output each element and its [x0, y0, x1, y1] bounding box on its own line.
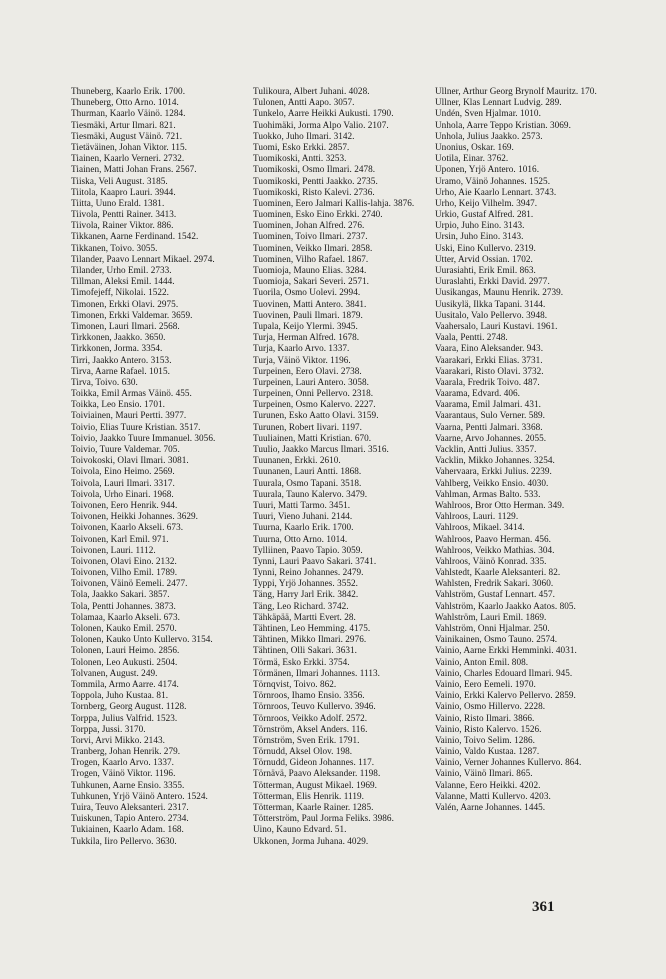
index-entry: Timonen, Lauri Ilmari. 2568.	[71, 320, 180, 331]
index-entry: Tuira, Teuvo Aleksanteri. 2317.	[71, 802, 189, 812]
index-entry: Tylliinen, Paavo Tapio. 3059.	[253, 544, 363, 555]
index-entry: Tornberg, Georg August. 1128.	[71, 701, 187, 712]
index-entry: Toivonen, Karl Emil. 971.	[71, 533, 169, 544]
index-entry: Valanne, Matti Kullervo. 4203.	[435, 790, 551, 801]
index-entry: Tolvanen, August. 249.	[71, 667, 158, 678]
index-entry: Täng, Leo Richard. 3742.	[253, 600, 349, 611]
index-entry: Toivio, Elias Tuure Kristian. 3517.	[71, 421, 201, 432]
index-entry: Timofejeff, Nikolai. 1522.	[71, 287, 170, 298]
index-entry: Vahlström, Onni Hjalmar. 250.	[435, 623, 550, 633]
index-entry: Vaara, Eino Aleksander. 943.	[435, 343, 544, 354]
index-entry: Toivola, Urho Einari. 1968.	[71, 488, 174, 499]
index-entry: Unhola, Julius Jaakko. 2573.	[435, 130, 543, 141]
index-entry: Valanne, Eero Heikki. 4202.	[435, 779, 541, 790]
index-entry: Tähtinen, Mikko Ilmari. 2976.	[253, 634, 367, 645]
index-entry: Toivokoski, Olavi Ilmari. 3081.	[71, 455, 189, 466]
index-entry: Tuuri, Vieno Juhani. 2144.	[253, 511, 353, 522]
index-entry: Ullner, Arthur Georg Brynolf Mauritz. 170.	[435, 86, 597, 96]
index-entry: Törnroos, Veikko Adolf. 2572.	[253, 712, 368, 723]
index-entry: Thuneberg, Kaarlo Erik. 1700.	[71, 86, 186, 96]
index-entry: Tuokko, Juho Ilmari. 3142.	[253, 130, 355, 141]
index-entry: Tiainen, Kaarlo Verneri. 2732.	[71, 153, 185, 164]
index-entry: Tulonen, Antti Aapo. 3057.	[253, 97, 355, 108]
index-entry: Tuovinen, Matti Antero. 3841.	[253, 298, 367, 309]
index-entry: Tuurala, Tauno Kalervo. 3479.	[253, 488, 368, 499]
index-entry: Tolonen, Lauri Heimo. 2856.	[71, 645, 180, 656]
index-entry: Urho, Keijo Vilhelm. 3947.	[435, 197, 538, 208]
index-entry: Torvi, Arvi Mikko. 2143.	[71, 734, 165, 745]
index-entry: Vahlberg, Veikko Ensio. 4030.	[435, 477, 549, 488]
index-entry: Tuomioja, Mauno Elias. 3284.	[253, 265, 367, 275]
index-entry: Vahlroos, Mikael. 3414.	[435, 522, 525, 533]
page-number: 361	[532, 899, 555, 915]
index-entry: Vaarna, Pentti Jalmari. 3368.	[435, 421, 543, 432]
index-entry: Tukiainen, Kaarlo Adam. 168.	[71, 824, 184, 835]
index-entry: Tirri, Jaakko Antero. 3153.	[71, 354, 172, 365]
index-entry: Toivonen, Kaarlo Akseli. 673.	[71, 522, 184, 533]
index-column-middle	[253, 86, 429, 847]
index-entry: Trogen, Väinö Viktor. 1196.	[71, 768, 176, 779]
index-entry: Vaarakari, Risto Olavi. 3732.	[435, 365, 544, 376]
index-entry: Tolonen, Kauko Emil. 2570.	[71, 623, 177, 633]
index-entry: Tiivola, Rainer Viktor. 886.	[71, 220, 174, 231]
index-entry: Törmä, Esko Erkki. 3754.	[253, 656, 350, 667]
index-entry: Uski, Eino Kullervo. 2319.	[435, 242, 536, 253]
index-entry: Tolamaa, Kaarlo Akseli. 673.	[71, 611, 180, 622]
index-entry: Valén, Aarne Johannes. 1445.	[435, 802, 546, 812]
index-entry: Vahlstedt, Kaarle Aleksanteri. 82.	[435, 567, 561, 578]
index-entry: Tuohimäki, Jorma Alpo Valio. 2107.	[253, 119, 389, 130]
index-entry: Thurman, Kaarlo Väinö. 1284.	[71, 108, 186, 119]
index-entry: Undén, Sven Hjalmar. 1010.	[435, 108, 541, 119]
index-entry: Uusikangas, Maunu Henrik. 2739.	[435, 287, 564, 298]
index-entry: Tiesmäki, Artur Ilmari. 821.	[71, 119, 176, 130]
index-entry: Tupala, Keijo Ylermi. 3945.	[253, 320, 358, 331]
index-entry: Törmänen, Ilmari Johannes. 1113.	[253, 667, 380, 678]
index-entry: Uotila, Einar. 3762.	[435, 153, 509, 164]
index-entry: Unhola, Aarre Teppo Kristian. 3069.	[435, 119, 571, 130]
index-entry: Tuominen, Esko Eino Erkki. 2740.	[253, 209, 383, 220]
index-entry: Turpeinen, Eero Olavi. 2738.	[253, 365, 362, 376]
index-entry: Tuorila, Osmo Uolevi. 2994.	[253, 287, 361, 298]
index-entry: Vaarakari, Erkki Elias. 3731.	[435, 354, 543, 365]
index-entry: Tuiskunen, Tapio Antero. 2734.	[71, 813, 189, 824]
index-entry: Uurasiahti, Erik Emil. 863.	[435, 265, 536, 275]
index-entry: Torppa, Jussi. 3170.	[71, 723, 146, 734]
index-entry: Tuuliainen, Matti Kristian. 670.	[253, 432, 372, 443]
index-entry: Tirkkonen, Jorma. 3354.	[71, 343, 163, 354]
index-entry: Toivonen, Vilho Emil. 1789.	[71, 567, 178, 578]
index-entry: Uponen, Yrjö Antero. 1016.	[435, 164, 540, 175]
index-entry: Tommila, Armo Aarre. 4174.	[71, 678, 179, 689]
index-entry: Tuurna, Otto Arno. 1014.	[253, 533, 348, 544]
index-entry: Tilander, Paavo Lennart Mikael. 2974.	[71, 253, 215, 264]
index-entry: Tuomioja, Sakari Severi. 2571.	[253, 276, 369, 287]
index-entry: Tiainen, Matti Johan Frans. 2567.	[71, 164, 197, 175]
index-entry: Vainio, Valdo Kustaa. 1287.	[435, 746, 540, 757]
index-entry: Vainio, Anton Emil. 808.	[435, 656, 529, 667]
index-entry: Vainio, Erkki Kalervo Pellervo. 2859.	[435, 690, 576, 701]
index-entry: Tikkanen, Aarne Ferdinand. 1542.	[71, 231, 199, 242]
index-entry: Tuuri, Matti Tarmo. 3451.	[253, 499, 351, 510]
index-columns	[71, 86, 611, 847]
index-entry: Wahlsten, Fredrik Sakari. 3060.	[435, 578, 554, 589]
index-entry: Turja, Väinö Viktor. 1196.	[253, 354, 351, 365]
index-entry: Wahlroos, Veikko Mathias. 304.	[435, 544, 555, 555]
index-entry: Vaahersalo, Lauri Kustavi. 1961.	[435, 320, 558, 331]
index-entry: Unonius, Oskar. 169.	[435, 141, 514, 152]
index-entry: Turpeinen, Osmo Kalervo. 2227.	[253, 399, 376, 410]
index-entry: Tietäväinen, Johan Viktor. 115.	[71, 141, 188, 152]
index-entry: Turunen, Robert Iivari. 1197.	[253, 421, 362, 432]
index-entry: Vainio, Charles Edouard Ilmari. 945.	[435, 667, 573, 678]
index-entry: Tuunanen, Erkki. 2610.	[253, 455, 341, 466]
index-entry: Uuraslahti, Erkki David. 2977.	[435, 276, 550, 287]
index-entry: Vacklin, Mikko Johannes. 3254.	[435, 455, 555, 466]
index-entry: Toiviainen, Mauri Pertti. 3977.	[71, 410, 187, 421]
index-entry: Wahlström, Lauri Emil. 1869.	[435, 611, 547, 622]
index-entry: Tynni, Reino Johannes. 2479.	[253, 567, 364, 578]
index-entry: Timonen, Erkki Valdemar. 3659.	[71, 309, 193, 320]
index-column-left	[71, 86, 247, 847]
index-entry: Tuhkunen, Aarne Ensio. 3355.	[71, 779, 185, 790]
index-entry: Toivio, Tuure Valdemar. 705.	[71, 444, 180, 454]
index-entry: Uino, Kauno Edvard. 51.	[253, 824, 347, 835]
index-entry: Toivonen, Olavi Eino. 2132.	[71, 555, 177, 566]
index-entry: Tiitola, Kaapro Lauri. 3944.	[71, 186, 176, 197]
index-entry: Tuurna, Kaarlo Erik. 1700.	[253, 522, 354, 533]
index-entry: Täng, Harry Jarl Erik. 3842.	[253, 589, 359, 600]
index-entry: Tuovinen, Pauli Ilmari. 1879.	[253, 309, 363, 320]
index-entry: Vaarne, Arvo Johannes. 2055.	[435, 432, 547, 443]
index-entry: Typpi, Yrjö Johannes. 3552.	[253, 578, 358, 589]
index-entry: Vaarama, Edvard. 406.	[435, 388, 520, 399]
index-entry: Tuomikoski, Osmo Ilmari. 2478.	[253, 164, 376, 175]
index-entry: Vaarama, Emil Jalmari. 431.	[435, 399, 541, 410]
index-entry: Törnqvist, Toivo. 862.	[253, 678, 337, 689]
index-entry: Vahlström, Kaarlo Jaakko Aatos. 805.	[435, 600, 576, 611]
index-entry: Wahlroos, Bror Otto Herman. 349.	[435, 499, 565, 510]
index-entry: Tötterman, August Mikael. 1969.	[253, 779, 378, 790]
index-entry: Tiivola, Pentti Rainer. 3413.	[71, 209, 177, 220]
index-entry: Toikka, Emil Armas Väinö. 455.	[71, 388, 192, 399]
index-entry: Turpeinen, Lauri Antero. 3058.	[253, 376, 369, 387]
index-entry: Toikka, Leo Ensio. 1701.	[71, 399, 165, 410]
index-entry: Törnudd, Gideon Johannes. 117.	[253, 757, 375, 768]
index-entry: Tirva, Aarne Rafael. 1015.	[71, 365, 170, 376]
index-entry: Toivonen, Heikki Johannes. 3629.	[71, 511, 199, 522]
index-entry: Vainio, Risto Kalervo. 1526.	[435, 723, 542, 734]
index-entry: Utter, Arvid Ossian. 1702.	[435, 253, 533, 264]
index-entry: Tötterman, Elis Henrik. 1119.	[253, 790, 364, 801]
index-entry: Tuominen, Toivo Ilmari. 2737.	[253, 231, 368, 242]
index-entry: Tilander, Urho Emil. 2733.	[71, 265, 172, 275]
index-entry: Törnroos, Ihamo Ensio. 3356.	[253, 690, 365, 701]
index-entry: Tuunanen, Lauri Antti. 1868.	[253, 466, 362, 477]
index-entry: Vainio, Väinö Ilmari. 865.	[435, 768, 533, 779]
index-entry: Urkio, Gustaf Alfred. 281.	[435, 209, 534, 220]
index-entry: Toppola, Juho Kustaa. 81.	[71, 690, 169, 701]
index-entry: Urpio, Juho Eino. 3143.	[435, 220, 525, 231]
index-entry: Vainikainen, Osmo Tauno. 2574.	[435, 634, 558, 645]
index-entry: Vainio, Aarne Erkki Hemminki. 4031.	[435, 645, 577, 656]
index-entry: Tuomi, Esko Erkki. 2857.	[253, 141, 350, 152]
index-entry: Trogen, Kaarlo Arvo. 1337.	[71, 757, 175, 768]
index-entry: Toivola, Eino Heimo. 2569.	[71, 466, 175, 477]
index-entry: Tiiska, Veli August. 3185.	[71, 175, 168, 186]
index-entry: Tuominen, Johan Alfred. 276.	[253, 220, 365, 231]
index-entry: Timonen, Erkki Olavi. 2975.	[71, 298, 179, 309]
index-entry: Turunen, Esko Aatto Olavi. 3159.	[253, 410, 379, 421]
index-entry: Uusitalo, Valo Pellervo. 3948.	[435, 309, 548, 320]
index-entry: Tuomikoski, Antti. 3253.	[253, 153, 347, 164]
index-entry: Toivonen, Lauri. 1112.	[71, 544, 156, 555]
index-entry: Tikkanen, Toivo. 3055.	[71, 242, 158, 253]
index-column-right	[435, 86, 611, 847]
index-entry: Tuulio, Jaakko Marcus Ilmari. 3516.	[253, 444, 389, 454]
index-entry: Tähkäpää, Martti Evert. 28.	[253, 611, 356, 622]
index-entry: Turpeinen, Onni Pellervo. 2318.	[253, 388, 374, 399]
index-entry: Tuomikoski, Risto Kalevi. 2736.	[253, 186, 375, 197]
index-entry: Tirva, Toivo. 630.	[71, 376, 138, 387]
index-entry: Vaala, Pentti. 2748.	[435, 332, 508, 343]
index-entry: Vahlroos, Väinö Konrad. 335.	[435, 555, 547, 566]
index-entry: Toivonen, Väinö Eemeli. 2477.	[71, 578, 188, 589]
index-entry: Tiitta, Uuno Erald. 1381.	[71, 197, 165, 208]
index-entry: Vahlroos, Lauri. 1129.	[435, 511, 519, 522]
index-entry: Vahervaara, Erkki Julius. 2239.	[435, 466, 552, 477]
index-entry: Wahlroos, Paavo Herman. 456.	[435, 533, 551, 544]
index-entry: Törnström, Sven Erik. 1791.	[253, 734, 360, 745]
index-entry: Vaarantaus, Sulo Verner. 589.	[435, 410, 545, 421]
index-entry: Vainio, Osmo Hillervo. 2228.	[435, 701, 546, 712]
index-entry: Tähtinen, Olli Sakari. 3631.	[253, 645, 357, 656]
index-entry: Törnudd, Aksel Olov. 198.	[253, 746, 353, 757]
index-entry: Tynni, Lauri Paavo Sakari. 3741.	[253, 555, 377, 566]
index-entry: Tola, Pentti Johannes. 3873.	[71, 600, 176, 611]
index-entry: Vainio, Toivo Selim. 1286.	[435, 734, 536, 745]
index-entry: Ukkonen, Jorma Juhana. 4029.	[253, 835, 369, 846]
index-entry: Törnroos, Teuvo Kullervo. 3946.	[253, 701, 376, 712]
index-entry: Tukkila, Iiro Pellervo. 3630.	[71, 835, 177, 846]
index-entry: Tötterström, Paul Jorma Feliks. 3986.	[253, 813, 394, 824]
index-entry: Tunkelo, Aarre Heikki Aukusti. 1790.	[253, 108, 394, 119]
index-entry: Vainio, Risto Ilmari. 3866.	[435, 712, 535, 723]
index-entry: Tuominen, Veikko Ilmari. 2858.	[253, 242, 373, 253]
index-entry: Uusikylä, Ilkka Tapani. 3144.	[435, 298, 546, 309]
index-entry: Ursin, Juho Eino. 3143.	[435, 231, 524, 242]
index-entry: Turja, Herman Alfred. 1678.	[253, 332, 360, 343]
index-entry: Vahlman, Armas Balto. 533.	[435, 488, 541, 499]
index-entry: Tuomikoski, Pentti Jaakko. 2735.	[253, 175, 378, 186]
index-entry: Vahlström, Gustaf Lennart. 457.	[435, 589, 555, 600]
index-entry: Tuhkunen, Yrjö Väinö Antero. 1524.	[71, 790, 208, 801]
index-entry: Vacklin, Antti Julius. 3357.	[435, 444, 537, 454]
index-entry: Urho, Aie Kaarlo Lennart. 3743.	[435, 186, 557, 197]
index-entry: Tötterman, Kaarle Rainer. 1285.	[253, 802, 374, 812]
index-entry: Torppa, Julius Valfrid. 1523.	[71, 712, 178, 723]
index-entry: Ullner, Klas Lennart Ludvig. 289.	[435, 97, 562, 108]
index-entry: Tranberg, Johan Henrik. 279.	[71, 746, 181, 757]
index-entry: Toivonen, Eero Henrik. 944.	[71, 499, 178, 510]
index-entry: Tillman, Aleksi Emil. 1444.	[71, 276, 175, 287]
index-entry: Vainio, Verner Johannes Kullervo. 864.	[435, 757, 582, 768]
index-entry: Vaarala, Fredrik Toivo. 487.	[435, 376, 540, 387]
index-entry: Thuneberg, Otto Arno. 1014.	[71, 97, 179, 108]
index-entry: Tuominen, Vilho Rafael. 1867.	[253, 253, 369, 264]
index-entry: Tola, Jaakko Sakari. 3857.	[71, 589, 170, 600]
index-entry: Tirkkonen, Jaakko. 3650.	[71, 332, 166, 343]
index-entry: Tiesmäki, August Väinö. 721.	[71, 130, 183, 141]
index-entry: Vainio, Eero Eemeli. 1970.	[435, 678, 536, 689]
index-entry: Turja, Kaarlo Arvo. 1337.	[253, 343, 350, 354]
index-entry: Toivola, Lauri Ilmari. 3317.	[71, 477, 175, 488]
index-entry: Tähtinen, Leo Hemming. 4175.	[253, 623, 371, 633]
index-entry: Tuominen, Eero Jalmari Kallis-lahja. 3876.	[253, 197, 415, 208]
index-entry: Tulikoura, Albert Juhani. 4028.	[253, 86, 370, 96]
index-entry: Törnström, Aksel Anders. 116.	[253, 723, 368, 734]
index-entry: Tolonen, Leo Aukusti. 2504.	[71, 656, 178, 667]
index-entry: Törnävä, Paavo Aleksander. 1198.	[253, 768, 381, 779]
index-entry: Tuurala, Osmo Tapani. 3518.	[253, 477, 362, 488]
index-entry: Toivio, Jaakko Tuure Immanuel. 3056.	[71, 432, 216, 443]
index-entry: Uramo, Väinö Johannes. 1525.	[435, 175, 551, 186]
index-entry: Tolonen, Kauko Unto Kullervo. 3154.	[71, 634, 213, 645]
